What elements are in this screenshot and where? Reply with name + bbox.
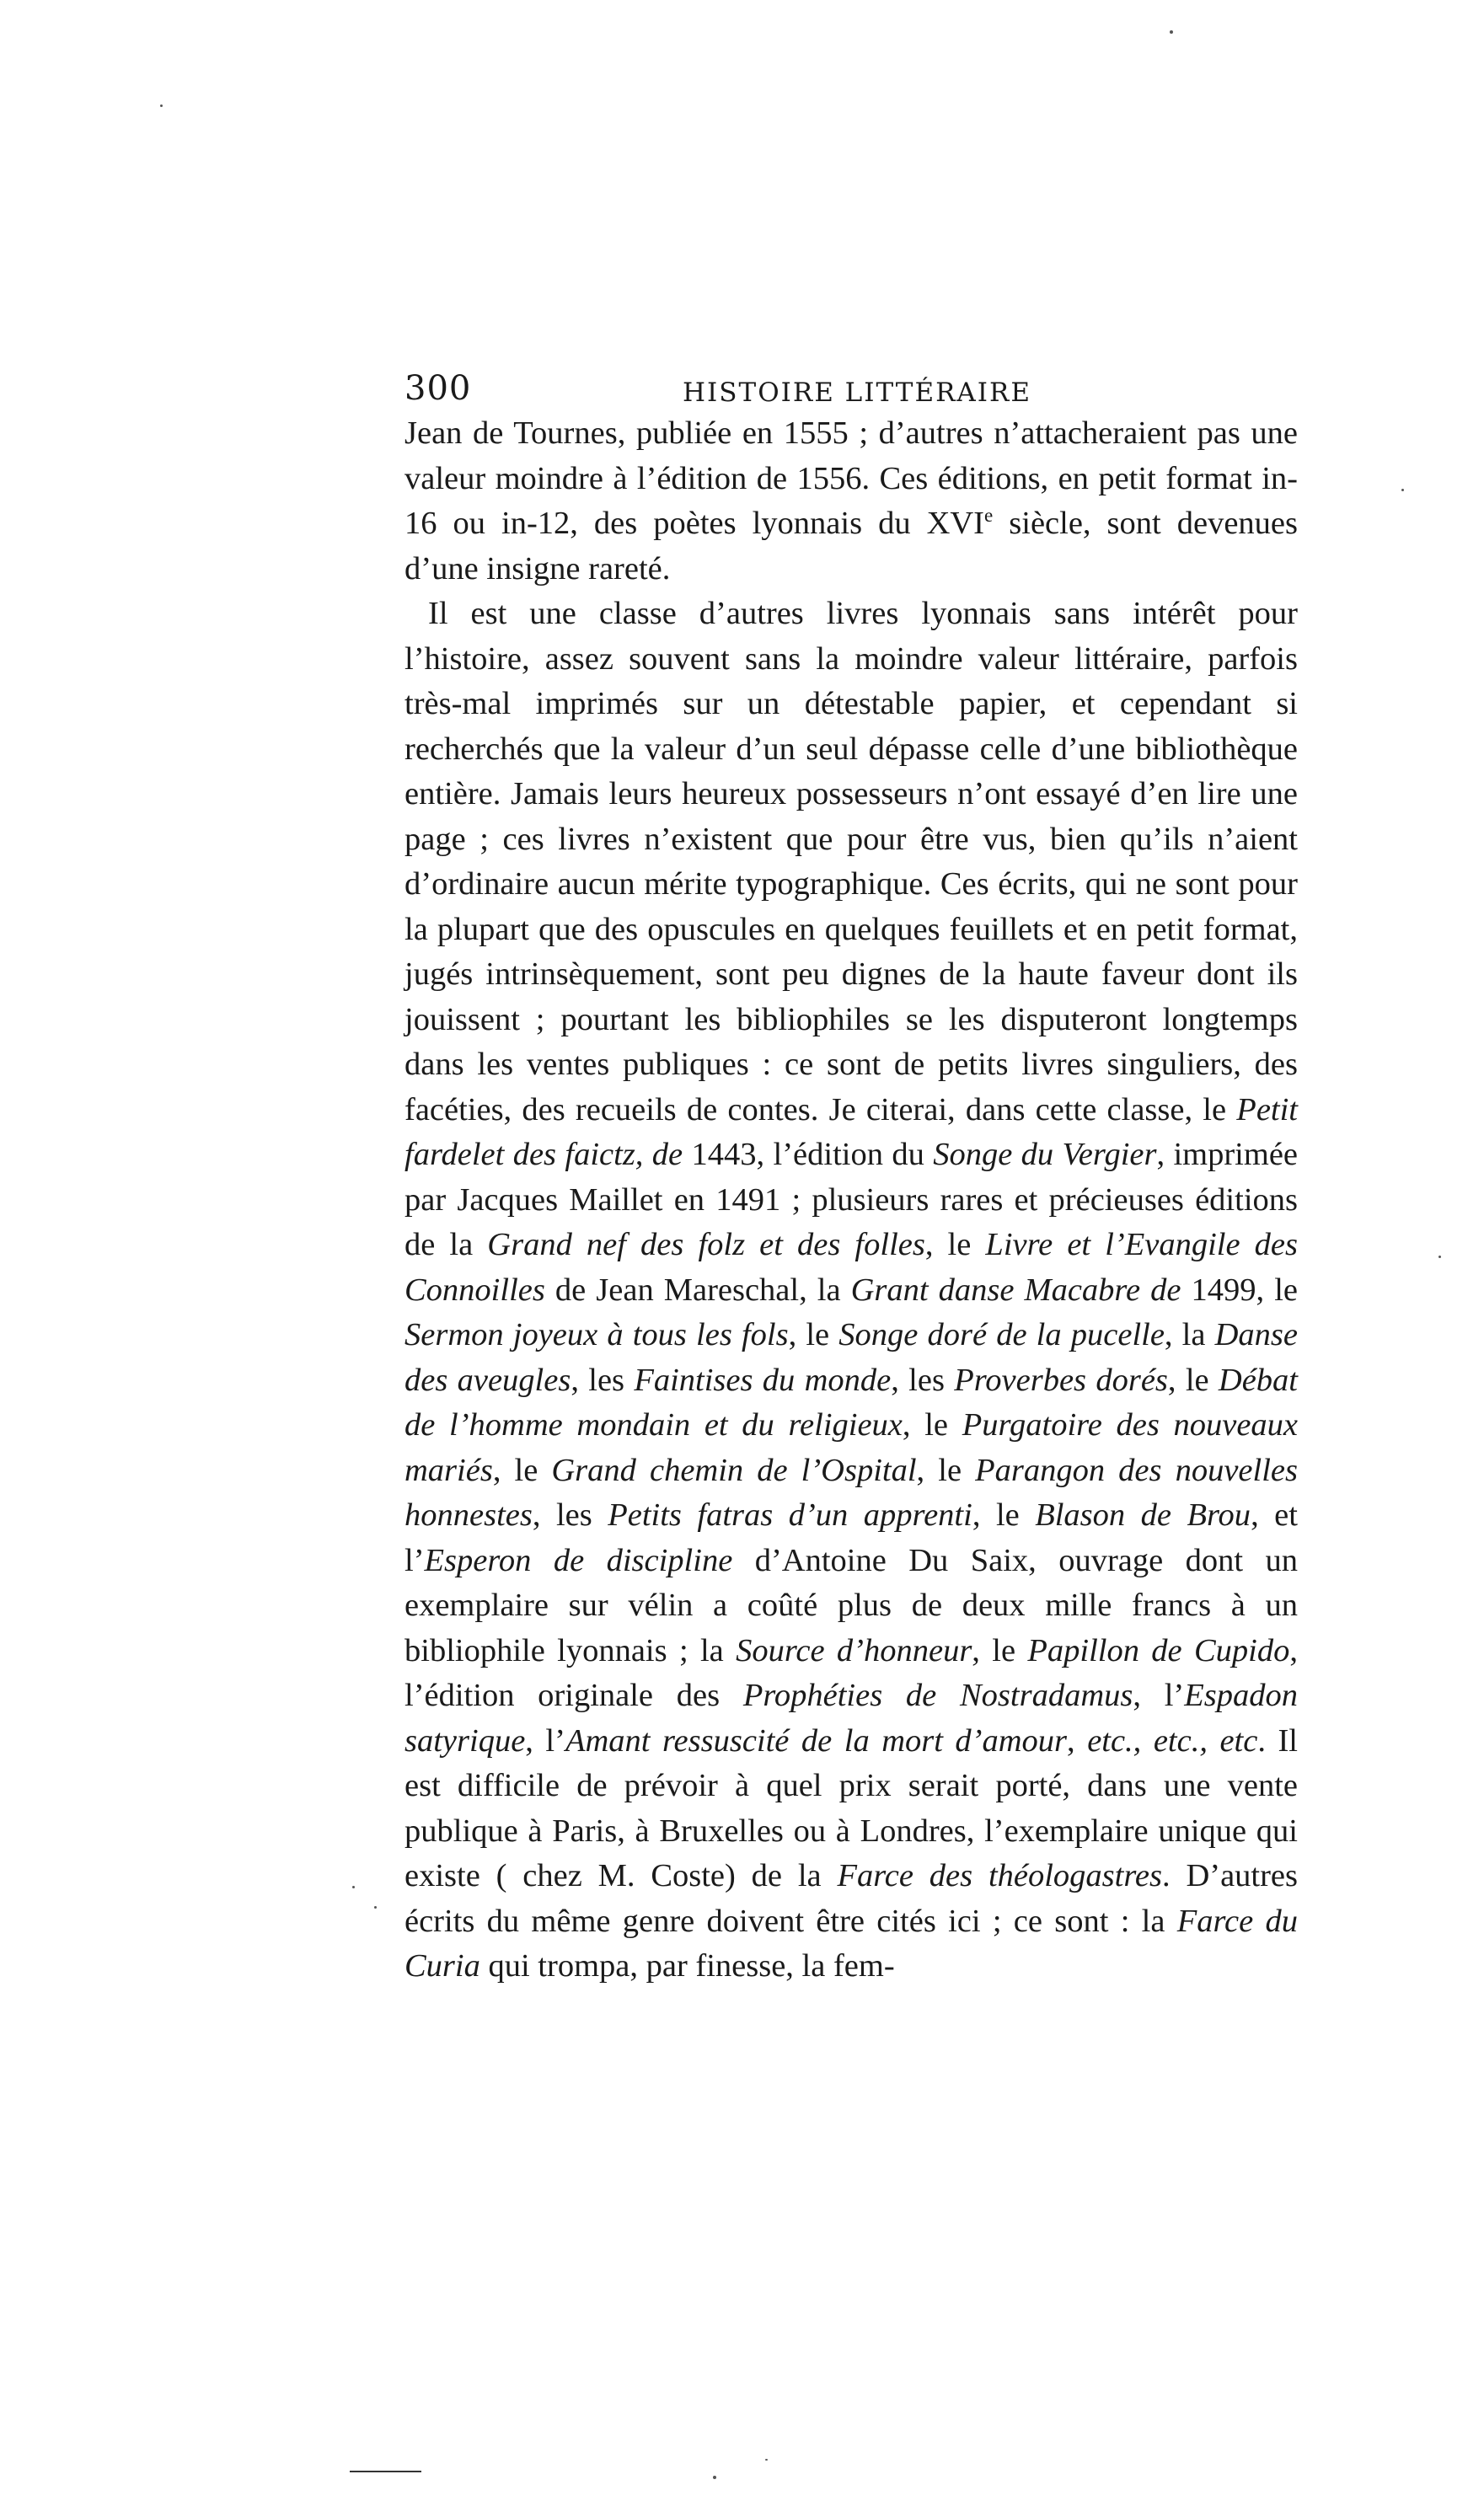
running-title: HISTOIRE LITTÉRAIRE [683,378,1032,408]
paragraph-2: Il est une classe d’autres livres lyonnais sans intérêt pour l’histoire, assez souvent sans la moindre valeur littéraire, parfois très-mal imprimés sur un détestable papier, et cependant si recherchés que la valeur d’un seul dépasse celle d’une bibliothèque entière. Jamais leurs heureux possesseurs n’ont essayé d’en lire une page ; ces livres n’existent que pour être vus, bien qu’ils n’aient d’ordinaire aucun mérite typographique. Ces écrits, qui ne sont pour la plupart que des opuscules en quelques feuillets et en petit format, jugés intrinsèquement, sont peu dignes de la haute faveur dont ils jouissent ; pourtant les bibliophiles se les disputeront longtemps dans les ventes publiques : ce sont de petits livres singuliers, des facéties, des recueils de contes. Je citerai, dans cette classe, le Petit fardelet des faictz, de 1443, l’édition du Songe du Vergier, imprimée par Jacques Maillet en 1491 ; plusieurs rares et précieuses éditions de la Grand nef des folz et des folles, le Livre et l’Evangile des Connoilles de Jean Mareschal, la Grant danse Macabre de 1499, le Sermon joyeux à tous les fols, le Songe doré de la pucelle, la Danse des aveugles, les Faintises du monde, les Proverbes dorés, le Débat de l’homme mondain et du religieux, le Purgatoire des nouveaux mariés, le Grand chemin de l’Ospital, le Parangon des nouvelles honnestes, les Petits fatras d’un apprenti, le Blason de Brou, et l’Esperon de discipline d’Antoine Du Saix, ouvrage dont un exemplaire sur vélin a coûté plus de deux mille francs à un bibliophile lyonnais ; la Source d’honneur, le Papillon de Cupido, l’édition originale des Prophéties de Nostradamus, l’Espadon satyrique, l’Amant ressuscité de la mort d’amour, etc., etc., etc. Il est difficile de prévoir à quel prix serait porté, dans une vente publique à Paris, à Bruxelles ou à Londres, l’exemplaire unique qui existe ( chez M. Coste) de la Farce des théologastres. D’autres écrits du même genre doivent être cités ici ; ce sont : la Farce du Curia qui trompa, par finesse, la fem- [404,596,1299,1984]
book-title: Songe du Vergier [933,1137,1157,1172]
scan-speck [765,2459,768,2461]
book-title: Prophéties de Nostradamus [742,1678,1133,1713]
book-title: Sermon joyeux à tous les fols [404,1317,789,1352]
book-title: Débat de l’homme mondain et du religieux [404,1362,1298,1443]
book-title: Parangon des nouvelles honnestes [404,1452,1298,1533]
book-title: Blason de Brou [1035,1497,1251,1533]
footer-rule [350,2471,421,2472]
book-title: Grand chemin de l’Ospital [551,1452,917,1488]
book-title: Amant ressuscité de la mort d’amour [565,1722,1068,1759]
scan-speck [713,2476,716,2479]
book-title: Purgatoire des nouveaux mariés [404,1407,1298,1488]
book-title: Farce des théologastres [837,1858,1162,1893]
scan-speck [1438,1256,1441,1258]
scan-speck [160,104,163,107]
paragraph-1: Jean de Tournes, publiée en 1555 ; d’autres n’attacheraient pas une valeur moindre à l’édition de 1556. Ces éditions, en petit format in-16 ou in-12, des poètes lyonnais du XVIe siècle, sont devenues d’une insigne rareté. [404,415,1298,586]
book-title: Source d’honneur [736,1632,972,1668]
scan-speck [1170,30,1173,34]
book-title: Farce du Curia [404,1903,1299,1984]
running-head [404,369,1298,411]
book-title: Songe doré de la pucelle [838,1317,1165,1352]
book-title: Faintises du monde [634,1362,892,1398]
book-page [404,369,1298,1990]
book-title: Danse des aveugles [404,1317,1298,1398]
book-title: Proverbes dorés [954,1362,1168,1398]
scan-speck [1401,489,1404,491]
book-title: Petit fardelet des faictz, de [404,1091,1298,1172]
book-title: Grant danse Macabre de [850,1272,1181,1308]
book-title: Grand nef des folz et des folles [487,1227,925,1262]
book-title: Livre et l’Evangile des Connoilles [404,1227,1298,1308]
book-title: etc., etc., etc [1087,1722,1258,1759]
book-title: Papillon de Cupido [1027,1632,1290,1668]
book-title: Esperon de discipline [424,1542,733,1578]
book-title: Espadon satyrique [404,1678,1298,1759]
scan-speck [352,1886,355,1888]
scan-speck [374,1906,377,1909]
body-text [404,411,1298,1990]
page-number: 300 [404,369,472,408]
book-title: Petits fatras d’un apprenti [608,1497,972,1533]
